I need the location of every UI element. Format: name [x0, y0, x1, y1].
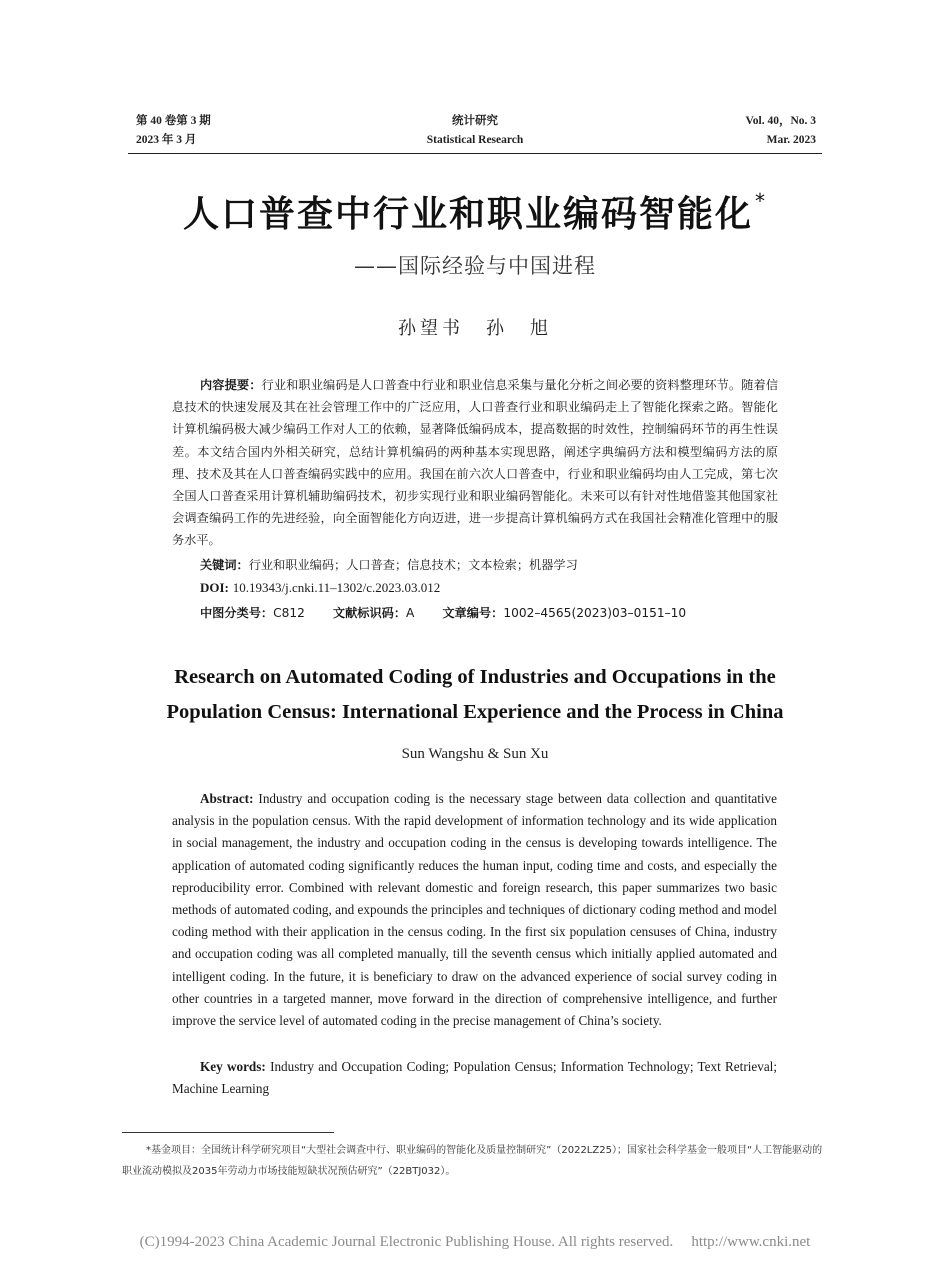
- cnki-link[interactable]: http://www.cnki.net: [691, 1234, 811, 1250]
- clc-label: 中图分类号：: [200, 606, 274, 620]
- date-cn: 2023 年 3 月: [136, 134, 197, 146]
- title-text-cn: 人口普查中行业和职业编码智能化: [182, 194, 753, 235]
- keywords-en-text: Industry and Occupation Coding; Population Census; Information Technology; Text Retrieval; Machine Learning: [172, 1059, 778, 1097]
- journal-name-en: Statistical Research: [426, 134, 524, 146]
- journal-name-cn: 统计研究: [452, 115, 498, 127]
- article-title-en: [0, 660, 950, 730]
- volume-issue-cn: 第 40 卷第 3 期: [136, 115, 211, 127]
- keywords-en: [172, 1056, 777, 1100]
- keywords-cn-text: 行业和职业编码；人口普查；信息技术；文本检索；机器学习: [248, 558, 578, 572]
- funding-footnote: *基金项目：全国统计科学研究项目“大型社会调查中行、职业编码的智能化及质量控制研究”（2022LZ25）；国家社会科学基金一般项目“人工智能驱动的职业流动模拟及2035年劳动力市场技能短缺状况预估研究”（22BTJ032）。: [122, 1145, 823, 1177]
- abstract-en: [172, 788, 777, 1032]
- article-title-cn: [0, 186, 950, 237]
- title-en-line2: Population Census: International Experience and the Process in China: [166, 701, 784, 723]
- abstract-en-label: Abstract:: [200, 791, 254, 806]
- abstract-en-text: Industry and occupation coding is the necessary stage between data collection and quantitative analysis in the population census. With the rapid development of information technology and its wide application in social management, the industry and occupation coding in the census is developing towards intelligence. The application of automated coding significantly reduces the human input, coding time and costs, and especially the reproducibility error. Combined with relevant domestic and foreign research, this paper summarizes two basic methods of automated coding, and expounds the principles and techniques of dictionary coding method and model coding method with their application in the census coding. In the first six population censuses of China, industry and occupation coding was all completed manually, till the seventh census which initially applied automated and intelligent coding. In the future, it is beneficiary to draw on the advanced experience of social survey coding in other countries in a targeted manner, move forward in the direction of comprehensive intelligence, and further improve the service level of automated coding in the precise management of China’s society.: [172, 791, 777, 1029]
- abstract-cn-label: 内容提要：: [200, 378, 262, 392]
- article-number-label: 文章编号：: [442, 606, 504, 620]
- copyright-notice: [0, 1234, 950, 1251]
- keywords-cn: [200, 556, 578, 573]
- doi-label: DOI:: [200, 580, 229, 595]
- copyright-text: (C)1994-2023 China Academic Journal Electronic Publishing House. All rights reserved.: [139, 1234, 674, 1250]
- volume-issue-en: Vol. 40，No. 3: [745, 115, 816, 127]
- abstract-cn: [172, 374, 778, 552]
- header-rule: [128, 153, 822, 154]
- keywords-cn-label: 关键词：: [200, 558, 249, 572]
- doi-value[interactable]: 10.19343/j.cnki.11–1302/c.2023.03.012: [232, 580, 441, 595]
- doc-code-label: 文献标识码：: [332, 606, 407, 620]
- date-en: Mar. 2023: [766, 134, 816, 146]
- article-subtitle-cn: ——国际经验与中国进程: [354, 254, 596, 278]
- article-number-value: 1002–4565(2023)03–0151–10: [503, 606, 687, 620]
- footnote-rule: [122, 1132, 334, 1133]
- classification-line: [200, 604, 686, 621]
- authors-cn: 孙望书 孙 旭: [398, 318, 552, 339]
- title-en-line1: Research on Automated Coding of Industries and Occupations in the: [174, 666, 776, 688]
- clc-value: C812: [273, 606, 305, 620]
- keywords-en-label: Key words:: [200, 1059, 266, 1074]
- authors-en: Sun Wangshu & Sun Xu: [401, 746, 549, 762]
- funding-footnote-mark[interactable]: *: [755, 189, 767, 213]
- running-header-right: [746, 112, 817, 150]
- doi-line: [200, 580, 440, 596]
- doc-code-value: A: [406, 606, 415, 620]
- abstract-cn-text: 行业和职业编码是人口普查中行业和职业信息采集与量化分析之间必要的资料整理环节。随着信息技术的快速发展及其在社会管理工作中的广泛应用，人口普查行业和职业编码走上了智能化探索之路。智能化计算机编码极大减少编码工作对人工的依赖，显著降低编码成本，提高数据的时效性，控制编码环节的再生性误差。本文结合国内外相关研究，总结计算机编码的两种基本实现思路，阐述字典编码方法和模型编码方法的原理、技术及其在人口普查编码实践中的应用。我国在前六次人口普查中，行业和职业编码均由人工完成，第七次全国人口普查采用计算机辅助编码技术，初步实现行业和职业编码智能化。未来可以有针对性地借鉴其他国家社会调查编码工作的先进经验，向全面智能化方向迈进，进一步提高计算机编码方式在我国社会精准化管理中的服务水平。: [172, 378, 779, 548]
